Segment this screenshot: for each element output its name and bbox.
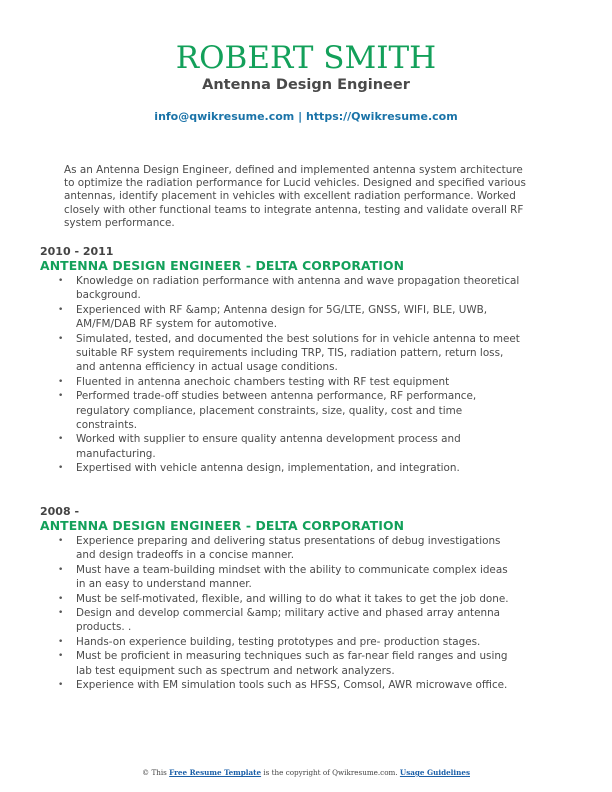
- bullet-item: • Experience with EM simulation tools such as HFSS, Comsol, AWR microwave office.: [76, 678, 520, 692]
- contact-separator: |: [294, 110, 306, 123]
- bullet-item: • Fluented in antenna anechoic chambers testing with RF test equipment: [76, 375, 520, 389]
- resume-header: [0, 40, 612, 124]
- experience-entry-2: [40, 505, 540, 692]
- website-link[interactable]: https://Qwikresume.com: [305, 110, 458, 123]
- bullet-item: • Must have a team-building mindset with the ability to communicate complex ideas in an easy to understand manner.: [76, 563, 520, 592]
- bullet-item: • Simulated, tested, and documented the best solutions for in vehicle antenna to meet suitable RF system requirements including TRP, TIS, radiation pattern, return loss, and antenna efficiency in actual usage conditions.: [76, 332, 520, 375]
- copyright-footer: [0, 768, 612, 777]
- job-title: ANTENNA DESIGN ENGINEER - DELTA CORPORATION: [40, 258, 405, 273]
- contact-line: [0, 110, 612, 124]
- bullet-item: • Experienced with RF &amp; Antenna design for 5G/LTE, GNSS, WIFI, BLE, UWB, AM/FM/DAB RF system for automotive.: [76, 303, 520, 332]
- footer-middle: is the copyright of Qwikresume.com.: [261, 768, 400, 777]
- bullet-item: • Design and develop commercial &amp; military active and phased array antenna products. .: [76, 606, 520, 635]
- bullet-item: • Knowledge on radiation performance with antenna and wave propagation theoretical background.: [76, 274, 520, 303]
- free-resume-template-link[interactable]: Free Resume Template: [169, 768, 262, 777]
- bullet-item: • Experience preparing and delivering status presentations of debug investigations and design tradeoffs in a concise manner.: [76, 534, 520, 563]
- footer-prefix: © This: [141, 768, 170, 777]
- job-bullets: [40, 534, 540, 692]
- usage-guidelines-link[interactable]: Usage Guidelines: [399, 768, 470, 777]
- job-dates: 2008 -: [40, 505, 80, 518]
- job-title: ANTENNA DESIGN ENGINEER - DELTA CORPORATION: [40, 518, 405, 533]
- experience-entry-1: [40, 245, 540, 476]
- candidate-name: ROBERT SMITH: [175, 40, 437, 76]
- candidate-title: Antenna Design Engineer: [202, 77, 410, 93]
- email-link[interactable]: info@qwikresume.com: [154, 110, 295, 123]
- job-bullets: [40, 274, 540, 476]
- summary-paragraph: As an Antenna Design Engineer, defined and implemented antenna system architecture to optimize the radiation performance for Lucid vehicles. Designed and specified various antennas, identify placement in vehicles with excellent radiation performance. Worked closely with other functional teams to integrate antenna, testing and validate overall RF system performance.: [64, 164, 526, 229]
- bullet-item: • Expertised with vehicle antenna design, implementation, and integration.: [76, 461, 520, 475]
- bullet-item: • Hands-on experience building, testing prototypes and pre- production stages.: [76, 635, 520, 649]
- bullet-item: • Worked with supplier to ensure quality antenna development process and manufacturing.: [76, 432, 520, 461]
- bullet-item: • Performed trade-off studies between antenna performance, RF performance, regulatory compliance, placement constraints, size, quality, cost and time constraints.: [76, 389, 520, 432]
- bullet-item: • Must be proficient in measuring techniques such as far-near field ranges and using lab test equipment such as spectrum and network analyzers.: [76, 649, 520, 678]
- job-dates: 2010 - 2011: [40, 245, 114, 258]
- bullet-item: • Must be self-motivated, flexible, and willing to do what it takes to get the job done.: [76, 592, 520, 606]
